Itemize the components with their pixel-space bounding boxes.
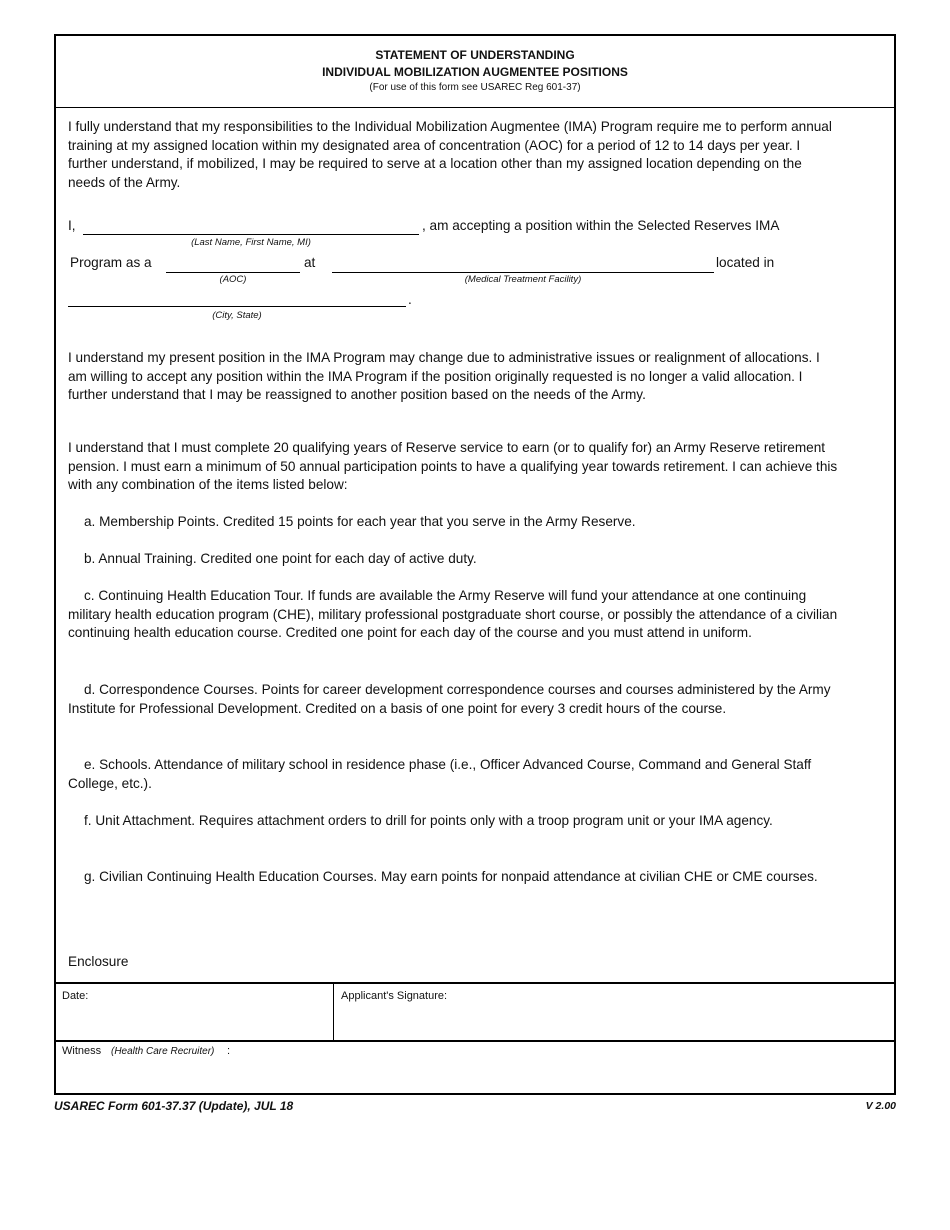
aoc-field[interactable]: [166, 272, 300, 273]
signature-label: Applicant's Signature:: [341, 990, 448, 1002]
name-caption: (Last Name, First Name, MI): [191, 237, 311, 248]
item-c: c. Continuing Health Education Tour. If funds are available the Army Reserve will fund your attendance at one continuing military health education program (CHE), military professional postgraduate short course, or possibly the attendance of a civilian continuing health education course. Credited one point for each day of the course and you must attend in uniform.: [68, 588, 838, 641]
witness-row[interactable]: [56, 1040, 894, 1095]
position-paragraph: I understand my present position in the IMA Program may change due to administrative issues or realignment of allocations. I am willing to accept any position within the IMA Program if the position originally requested is no longer a valid allocation. I further understand that I may be reassigned to another position based on the needs of the Army.: [68, 350, 820, 403]
form-number: USAREC Form 601-37.37 (Update), JUL 18: [54, 1099, 294, 1113]
retirement-paragraph: I understand that I must complete 20 qualifying years of Reserve service to earn (or to qualify for) an Army Reserve retirement pension. I must earn a minimum of 50 annual participation points to have a qualifying year towards retirement. I can achieve this with any combination of the items listed below:: [68, 440, 838, 493]
item-d: d. Correspondence Courses. Points for career development correspondence courses and courses administered by the Army Institute for Professional Development. Credited on a basis of one point for every 3 credit hours of the course.: [68, 682, 831, 716]
city-state-field[interactable]: [68, 306, 406, 307]
period-mark: .: [408, 292, 412, 307]
intro-paragraph: I fully understand that my responsibilities to the Individual Mobilization Augmentee (IMA) Program require me to perform annual training at my assigned location within my designated area of concentration (AOC) for a period of 12 to 14 days per year. I further understand, if mobilized, I may be required to serve at a location other than my assigned location depending on the needs of the Army.: [68, 119, 832, 191]
mtf-field[interactable]: [332, 272, 714, 273]
city-caption: (City, State): [212, 310, 262, 321]
located-in-label: located in: [716, 255, 775, 270]
witness-sub-label: (Health Care Recruiter): [111, 1046, 215, 1057]
item-b: b. Annual Training. Credited one point for each day of active duty.: [84, 551, 477, 566]
item-f: f. Unit Attachment. Requires attachment orders to drill for points only with a troop program unit or your IMA agency.: [84, 813, 773, 828]
form-header: [56, 36, 894, 108]
at-label: at: [304, 255, 316, 270]
i-label: I,: [68, 218, 76, 233]
item-e: e. Schools. Attendance of military school in residence phase (i.e., Officer Advanced Course, Command and General Staff College, etc.).: [68, 757, 812, 791]
accepting-text: , am accepting a position within the Selected Reserves IMA: [422, 218, 780, 233]
date-label: Date:: [62, 990, 89, 1002]
date-field[interactable]: [56, 984, 333, 1042]
enclosure-label: Enclosure: [68, 954, 129, 969]
witness-colon: :: [227, 1045, 231, 1057]
form-title-line2: INDIVIDUAL MOBILIZATION AUGMENTEE POSITIONS: [322, 65, 628, 79]
item-g: g. Civilian Continuing Health Education Courses. May earn points for nonpaid attendance at civilian CHE or CME courses.: [84, 869, 818, 884]
form-container: [54, 34, 896, 1095]
form-title: STATEMENT OF UNDERSTANDING: [375, 48, 575, 62]
item-a: a. Membership Points. Credited 15 points for each year that you serve in the Army Reserve.: [84, 514, 636, 529]
aoc-caption: (AOC): [219, 274, 247, 285]
applicant-signature-field[interactable]: [335, 984, 894, 1042]
form-version: V 2.00: [865, 1100, 896, 1112]
mtf-caption: (Medical Treatment Facility): [464, 274, 582, 285]
date-signature-row: [56, 982, 894, 1042]
form-subtitle: (For use of this form see USAREC Reg 601-37): [369, 82, 581, 93]
name-field[interactable]: [83, 234, 419, 235]
program-as-a-label: Program as a: [70, 255, 152, 270]
witness-label: Witness: [62, 1045, 102, 1057]
cell-divider: [333, 982, 334, 1042]
